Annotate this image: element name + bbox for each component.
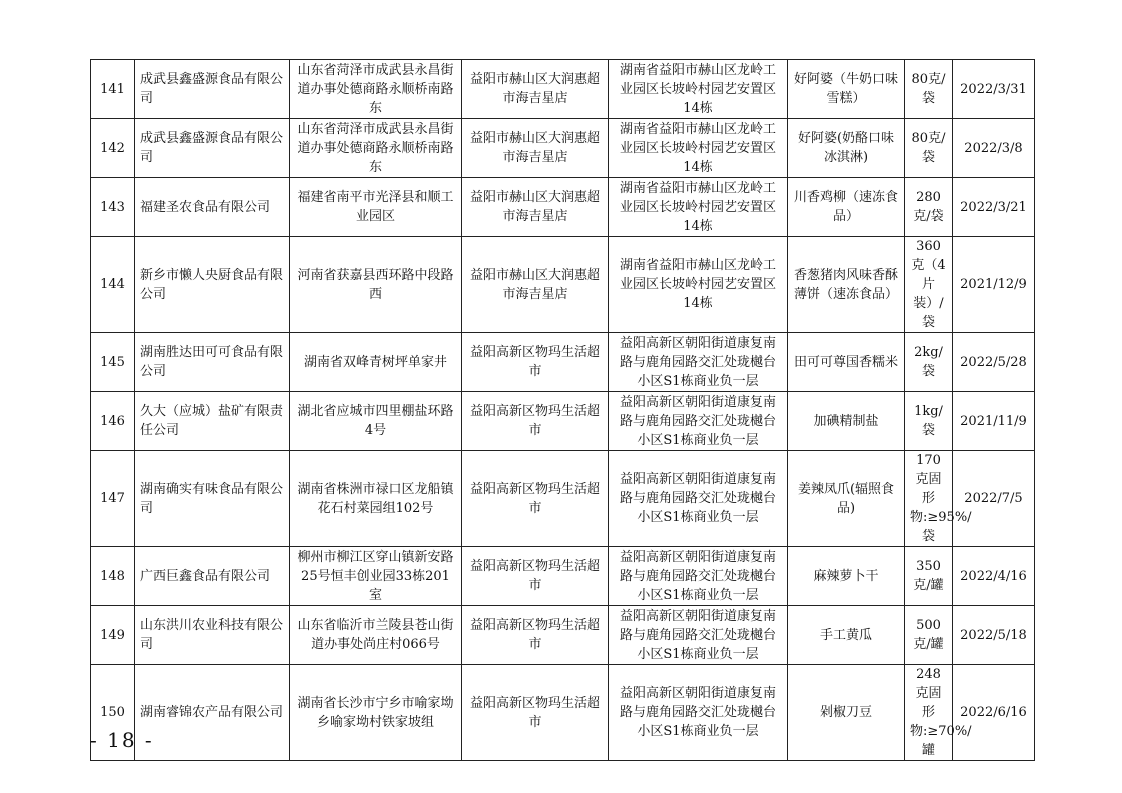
producer-address: 福建省南平市光泽县和顺工业园区 [290, 178, 462, 237]
product-spec: 1kg/袋 [905, 392, 953, 451]
row-number: 148 [91, 547, 135, 606]
sampled-unit-address: 益阳高新区朝阳街道康复南路与鹿角园路交汇处珑樾台小区S1栋商业负一层 [609, 392, 788, 451]
row-number: 143 [91, 178, 135, 237]
table-row [91, 119, 1035, 178]
table-row [91, 547, 1035, 606]
table-row [91, 606, 1035, 665]
sampled-unit: 益阳市赫山区大润惠超市海吉星店 [462, 60, 609, 119]
sampled-unit-address: 益阳高新区朝阳街道康复南路与鹿角园路交汇处珑樾台小区S1栋商业负一层 [609, 606, 788, 665]
table-row [91, 178, 1035, 237]
producer-address: 湖南省长沙市宁乡市喻家坳乡喻家坳村铁家坡组 [290, 665, 462, 761]
product-name: 加碘精制盐 [788, 392, 905, 451]
row-number: 145 [91, 333, 135, 392]
product-spec: 80克/袋 [905, 60, 953, 119]
producer-name: 广西巨鑫食品有限公司 [135, 547, 290, 606]
row-number: 141 [91, 60, 135, 119]
sampled-unit: 益阳市赫山区大润惠超市海吉星店 [462, 237, 609, 333]
sampled-unit: 益阳高新区物玛生活超市 [462, 606, 609, 665]
product-name: 姜辣凤爪(辐照食品) [788, 451, 905, 547]
product-spec: 360克（4片装）/袋 [905, 237, 953, 333]
table-body [91, 60, 1035, 761]
product-name: 川香鸡柳（速冻食品） [788, 178, 905, 237]
producer-address: 山东省临沂市兰陵县苍山街道办事处尚庄村066号 [290, 606, 462, 665]
product-name: 麻辣萝卜干 [788, 547, 905, 606]
producer-address: 湖南省双峰青树坪单家井 [290, 333, 462, 392]
sampled-unit-address: 益阳高新区朝阳街道康复南路与鹿角园路交汇处珑樾台小区S1栋商业负一层 [609, 665, 788, 761]
product-spec: 248克固形物:≥70%/罐 [905, 665, 953, 761]
production-date: 2022/5/28 [953, 333, 1035, 392]
row-number: 142 [91, 119, 135, 178]
row-number: 147 [91, 451, 135, 547]
sampled-unit-address: 益阳高新区朝阳街道康复南路与鹿角园路交汇处珑樾台小区S1栋商业负一层 [609, 547, 788, 606]
sampled-unit: 益阳市赫山区大润惠超市海吉星店 [462, 178, 609, 237]
row-number: 150 [91, 665, 135, 761]
product-spec: 80克/袋 [905, 119, 953, 178]
sampled-unit: 益阳高新区物玛生活超市 [462, 547, 609, 606]
sampled-unit: 益阳高新区物玛生活超市 [462, 451, 609, 547]
product-name: 田可可尊国香糯米 [788, 333, 905, 392]
producer-address: 湖南省株洲市禄口区龙船镇花石村菜园组102号 [290, 451, 462, 547]
row-number: 146 [91, 392, 135, 451]
producer-address: 河南省获嘉县西环路中段路西 [290, 237, 462, 333]
production-date: 2022/3/21 [953, 178, 1035, 237]
sampled-unit: 益阳高新区物玛生活超市 [462, 333, 609, 392]
producer-name: 福建圣农食品有限公司 [135, 178, 290, 237]
producer-address: 山东省菏泽市成武县永昌街道办事处德商路永顺桥南路东 [290, 119, 462, 178]
producer-name: 湖南胜达田可可食品有限公司 [135, 333, 290, 392]
product-name: 手工黄瓜 [788, 606, 905, 665]
producer-address: 山东省菏泽市成武县永昌街道办事处德商路永顺桥南路东 [290, 60, 462, 119]
sampled-unit-address: 湖南省益阳市赫山区龙岭工业园区长坡岭村园艺安置区14栋 [609, 60, 788, 119]
production-date: 2021/12/9 [953, 237, 1035, 333]
production-date: 2022/3/31 [953, 60, 1035, 119]
producer-address: 湖北省应城市四里棚盐环路4号 [290, 392, 462, 451]
product-spec: 280克/袋 [905, 178, 953, 237]
product-spec: 500克/罐 [905, 606, 953, 665]
production-date: 2022/7/5 [953, 451, 1035, 547]
product-name: 好阿婆（牛奶口味雪糕） [788, 60, 905, 119]
table-row [91, 392, 1035, 451]
product-spec: 350克/罐 [905, 547, 953, 606]
sampled-unit-address: 湖南省益阳市赫山区龙岭工业园区长坡岭村园艺安置区14栋 [609, 237, 788, 333]
producer-name: 成武县鑫盛源食品有限公司 [135, 60, 290, 119]
producer-name: 久大（应城）盐矿有限责任公司 [135, 392, 290, 451]
page-number: - 18 - [90, 728, 154, 752]
product-name: 好阿婆(奶酪口味冰淇淋) [788, 119, 905, 178]
product-spec: 2kg/袋 [905, 333, 953, 392]
sampled-unit-address: 益阳高新区朝阳街道康复南路与鹿角园路交汇处珑樾台小区S1栋商业负一层 [609, 451, 788, 547]
producer-address: 柳州市柳江区穿山镇新安路25号恒丰创业园33栋201室 [290, 547, 462, 606]
table-row [91, 333, 1035, 392]
sampled-unit: 益阳高新区物玛生活超市 [462, 665, 609, 761]
sampled-unit-address: 湖南省益阳市赫山区龙岭工业园区长坡岭村园艺安置区14栋 [609, 178, 788, 237]
sampled-unit-address: 湖南省益阳市赫山区龙岭工业园区长坡岭村园艺安置区14栋 [609, 119, 788, 178]
production-date: 2022/3/8 [953, 119, 1035, 178]
production-date: 2022/6/16 [953, 665, 1035, 761]
producer-name: 成武县鑫盛源食品有限公司 [135, 119, 290, 178]
sampled-unit-address: 益阳高新区朝阳街道康复南路与鹿角园路交汇处珑樾台小区S1栋商业负一层 [609, 333, 788, 392]
production-date: 2022/4/16 [953, 547, 1035, 606]
sampled-unit: 益阳高新区物玛生活超市 [462, 392, 609, 451]
product-spec: 170克固形物:≥95%/袋 [905, 451, 953, 547]
row-number: 144 [91, 237, 135, 333]
product-name: 香葱猪肉风味香酥薄饼（速冻食品） [788, 237, 905, 333]
table-row [91, 665, 1035, 761]
producer-name: 新乡市懒人央厨食品有限公司 [135, 237, 290, 333]
table-row [91, 237, 1035, 333]
table-row [91, 60, 1035, 119]
production-date: 2022/5/18 [953, 606, 1035, 665]
table-row [91, 451, 1035, 547]
producer-name: 湖南确实有味食品有限公司 [135, 451, 290, 547]
producer-name: 湖南睿锦农产品有限公司 [135, 665, 290, 761]
production-date: 2021/11/9 [953, 392, 1035, 451]
product-name: 剁椒刀豆 [788, 665, 905, 761]
row-number: 149 [91, 606, 135, 665]
producer-name: 山东洪川农业科技有限公司 [135, 606, 290, 665]
inspection-table [90, 59, 1035, 761]
sampled-unit: 益阳市赫山区大润惠超市海吉星店 [462, 119, 609, 178]
